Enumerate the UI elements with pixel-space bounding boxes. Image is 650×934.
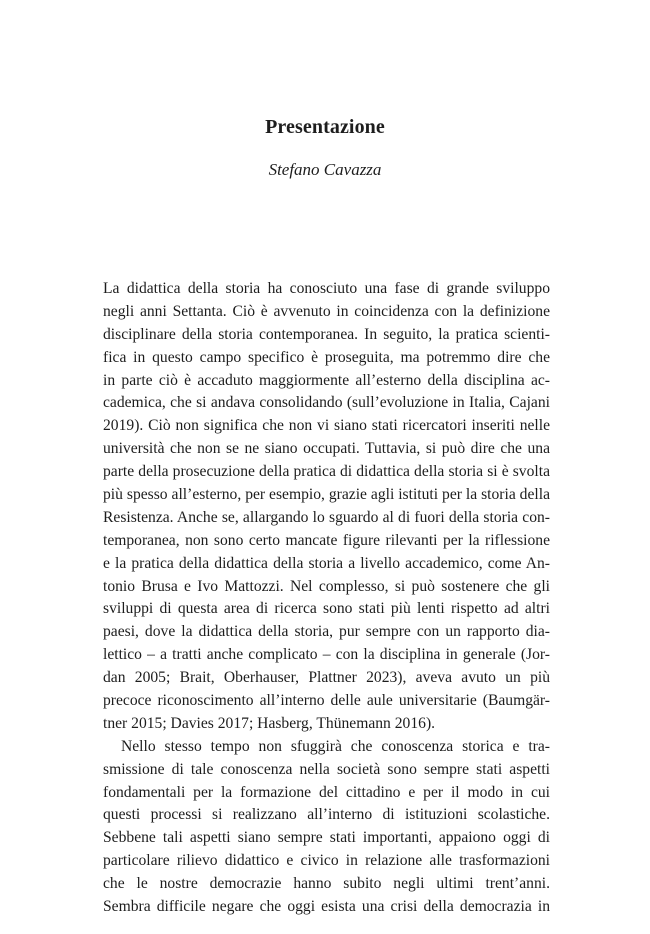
text-line: più spesso all’esterno, per esempio, grazie agli istituti per la storia della: [103, 486, 550, 504]
body-text: [103, 278, 550, 919]
text-line: cademica, che si andava consolidando (sull’evoluzione in Italia, Cajani: [103, 394, 550, 412]
text-line: precoce riconoscimento all’interno delle aule universitarie (Baumgär-: [103, 692, 550, 710]
text-line: in parte ciò è accaduto maggiormente all’esterno della disciplina ac-: [103, 371, 550, 389]
author-name: Stefano Cavazza: [268, 160, 382, 179]
text-line: Nello stesso tempo non sfuggirà che conoscenza storica e tra-: [121, 737, 550, 755]
text-line: negli anni Settanta. Ciò è avvenuto in coincidenza con la definizione: [103, 302, 550, 320]
text-line: lettico – a tratti anche complicato – con la disciplina in generale (Jor-: [103, 646, 550, 664]
text-line: università che non se ne siano occupati. Tuttavia, si può dire che una: [103, 440, 550, 458]
text-line: fica in questo campo specifico è proseguita, ma potremmo dire che: [103, 348, 550, 366]
text-line: Resistenza. Anche se, allargando lo sguardo al di fuori della storia con-: [103, 508, 550, 526]
text-line: Sebbene tali aspetti siano sempre stati importanti, appaiono oggi di: [103, 829, 550, 847]
text-line: disciplinare della storia contemporanea. In seguito, la pratica scienti-: [103, 325, 550, 343]
text-line: 2019). Ciò non significa che non vi siano stati ricercatori inseriti nelle: [103, 417, 550, 435]
text-line: dan 2005; Brait, Oberhauser, Plattner 2023), aveva avuto un più: [103, 669, 550, 687]
text-line: temporanea, non sono certo mancate figure rilevanti per la riflessione: [103, 531, 550, 549]
text-line: parte della prosecuzione della pratica di didattica della storia si è svolta: [103, 463, 550, 481]
text-line: paesi, dove la didattica della storia, pur sempre con un rapporto dia-: [103, 623, 550, 641]
text-line: fondamentali per la formazione del cittadino e per il modo in cui: [103, 783, 550, 801]
text-line: tonio Brusa e Ivo Mattozzi. Nel complesso, si può sostenere che gli: [103, 577, 550, 595]
text-line: che le nostre democrazie hanno subito negli ultimi trent’anni.: [103, 875, 550, 893]
text-line: tner 2015; Davies 2017; Hasberg, Thünemann 2016).: [103, 714, 436, 732]
text-line: questi processi si realizzano all’interno di istituzioni scolastiche.: [103, 806, 550, 824]
text-line: sviluppi di questa area di ricerca sono stati più lenti rispetto ad altri: [103, 600, 550, 618]
text-line: Sembra difficile negare che oggi esista una crisi della democrazia in: [103, 898, 550, 916]
text-line: smissione di tale conoscenza nella società sono sempre stati aspetti: [103, 760, 550, 778]
text-line: La didattica della storia ha conosciuto una fase di grande sviluppo: [103, 280, 550, 297]
page-title: Presentazione: [265, 116, 385, 138]
text-line: particolare rilievo didattico e civico in relazione alle trasformazioni: [103, 852, 550, 870]
text-line: e la pratica della didattica della storia a livello accademico, come An-: [103, 554, 550, 572]
